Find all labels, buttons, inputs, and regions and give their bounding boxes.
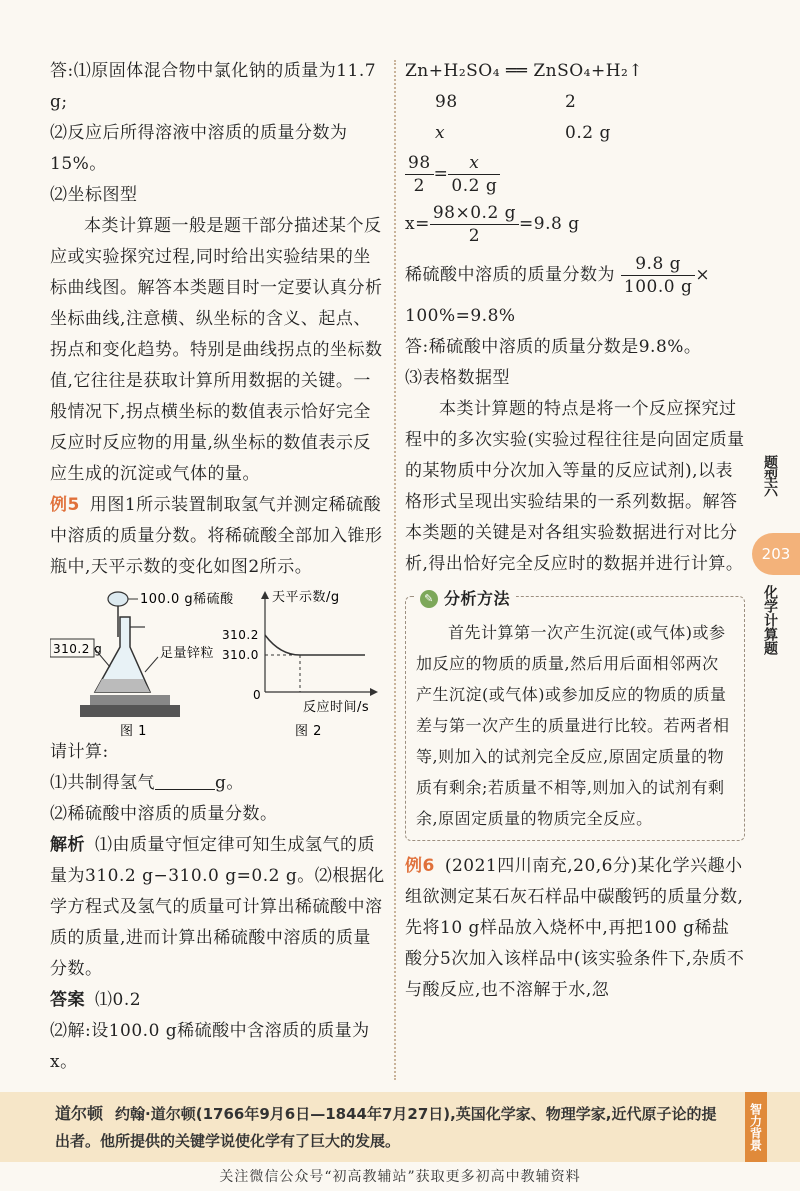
ratio-98: 98 [435,92,458,112]
fraction-98-2 [405,152,434,197]
funnel-icon [108,592,128,606]
footer-name: 道尔顿 [55,1104,104,1123]
fraction-solve [430,202,519,247]
right-column [405,56,745,1006]
analysis [50,830,385,985]
side-tab-subtitle: 化学计算题 [762,585,778,655]
answer-key-label: 答案 [50,990,85,1010]
section-3-heading: ⑶表格数据型 [405,368,510,388]
answer-line-2: ⑵反应后所得溶液中溶质的质量分数为15%。 [50,123,348,174]
x-axis-arrow [370,688,378,696]
proportion [405,149,745,199]
analysis-method-label: 分析方法 [444,589,511,608]
section-2-body: 本类计算题一般是题干部分描述某个反应或实验探究过程,同时给出实验结果的坐标曲线图。解答本类题目时一定要认真分析坐标曲线,注意横、纵坐标的含义、起点、拐点和变化趋势。特别是曲线拐点的坐标数值,它往往是获取计算所用数据的关键。一般情况下,拐点横坐标的数值表示恰好完全反应时反应物的用量,纵坐标的数值表示反应生成的沉淀或气体的量。 [50,216,383,484]
pencil-icon: ✎ [420,590,438,608]
balance-top [90,695,170,705]
zinc-granules [95,679,150,692]
fraction-den: 2 [413,176,425,196]
section-3-body: 本类计算题的特点是将一个反应探究过程中的多次实验(实验过程往往是向固定质量的某物质中分次加入等量的反应试剂),以表格形式呈现出实验结果的一系列数据。解答本类题的关键是对各组实验数据进行对比分析,得出恰好完全反应时的数据并进行计算。 [405,399,745,574]
footer-body: 约翰·道尔顿(1766年9月6日—1844年7月27日),英国化学家、物理学家,近代原子论的提出者。他所提供的关键学说使化学有了巨大的发展。 [55,1105,717,1150]
solve-prefix: x= [405,214,430,234]
ratio-x: x [435,123,446,143]
footer-badge: 智力背景 [745,1092,767,1162]
side-tab-title: 题型六 [762,455,778,497]
zinc-label: 足量锌粒 [160,646,215,661]
fraction-percent [621,253,695,298]
fraction-den: 100.0 g [623,277,693,297]
times-sign: × [695,265,711,285]
bottom-note: 关注微信公众号“初高教辅站”获取更多初高中教辅资料 [219,1169,581,1185]
figure-1-caption: 图 1 [120,724,147,737]
ratio-row-1 [405,87,745,118]
ratio-0-2g: 0.2 g [565,123,611,143]
ratio-2: 2 [565,92,577,112]
graph-y-label: 天平示数/g [272,590,340,605]
zinc-pointer [145,657,158,672]
origin-label: 0 [253,688,262,702]
analysis-method-box [405,589,745,841]
figures [50,587,385,737]
example-5 [50,490,385,583]
solve-result: =9.8 g [519,214,580,234]
example-5-label: 例5 [50,495,80,515]
balance-base [80,705,180,717]
fraction-num: 98×0.2 g [430,202,519,225]
y-tick-310-2: 310.2 [222,628,259,642]
ask-line: 请计算: [50,742,109,762]
fraction-x-0-2 [448,152,500,197]
fraction-num: 98 [405,152,434,175]
question-1 [50,768,385,799]
example-6-label: 例6 [405,856,435,876]
solve-x [405,199,745,249]
percent-line [405,249,745,301]
footer-box [0,1092,800,1162]
analysis-text: ⑴由质量守恒定律可知生成氢气的质量为310.2 g−310.0 g=0.2 g。⑵根据化学方程式及氢气的质量可计算出稀硫酸中溶质的质量,进而计算出稀硫酸中溶质的质量分数。 [50,835,385,979]
answer-line-1: 答:⑴原固体混合物中氯化钠的质量为11.7 g; [50,61,377,112]
analysis-method-body: 首先计算第一次产生沉淀(或气体)或参加反应的物质的质量,然后用后面相邻两次产生沉淀(或气体)或参加反应的物质的质量差与第一次产生的质量进行比较。若两者相等,则加入的试剂完全反应,原固定质量的物质有剩余;若质量不相等,则加入的试剂有剩余,原固定质量的物质完全反应。 [416,623,730,828]
fraction-den: 2 [468,226,481,246]
y-tick-310-0: 310.0 [222,648,259,662]
footer-text [55,1100,730,1155]
figure-2-caption: 图 2 [295,724,322,737]
chemical-equation: Zn+H₂SO₄ ══ ZnSO₄+H₂↑ [405,61,644,81]
question-1-text: ⑴共制得氢气 [50,773,155,793]
answer-blank[interactable] [155,772,215,790]
scale-reading: 310.2 g [53,642,103,656]
equals-sign: = [433,164,449,184]
page-number: 203 [752,533,800,575]
analysis-method-title [414,583,516,614]
mass-curve [265,635,365,655]
graph-x-label: 反应时间/s [303,700,370,715]
fraction-num: 9.8 g [621,253,695,276]
example-5-text: 用图1所示装置制取氢气并测定稀硫酸中溶质的质量分数。将稀硫酸全部加入锥形瓶中,天平示数的变化如图2所示。 [50,495,383,577]
acid-label: 100.0 g稀硫酸 [140,592,234,607]
final-answer: 答:稀硫酸中溶质的质量分数是9.8%。 [405,337,702,357]
solution-start: ⑵解:设100.0 g稀硫酸中含溶质的质量为x。 [50,1021,370,1072]
fraction-num: x [448,152,500,175]
answer-key [50,985,385,1016]
column-divider [394,60,396,1080]
example-6 [405,851,745,1006]
answer-key-text: ⑴0.2 [95,990,142,1010]
section-2-heading: ⑵坐标图型 [50,185,138,205]
percent-prefix: 稀硫酸中溶质的质量分数为 [405,265,615,285]
percent-result: 100%=9.8% [405,306,516,326]
analysis-label: 解析 [50,835,85,855]
y-axis-arrow [261,591,269,599]
question-1-unit: g。 [215,773,244,793]
apparatus-figure [50,587,385,737]
fraction-den: 0.2 g [451,176,498,196]
example-6-text: (2021四川南充,20,6分)某化学兴趣小组欲测定某石灰石样品中碳酸钙的质量分数,先将10 g样品放入烧杯中,再把100 g稀盐酸分5次加入该样品中(该实验条件下,杂质不与酸反应,也不溶解于水,忽 [405,856,745,1000]
ratio-row-2 [405,118,745,149]
question-2: ⑵稀硫酸中溶质的质量分数。 [50,804,278,824]
side-tab [752,455,800,655]
left-column [50,56,385,1078]
